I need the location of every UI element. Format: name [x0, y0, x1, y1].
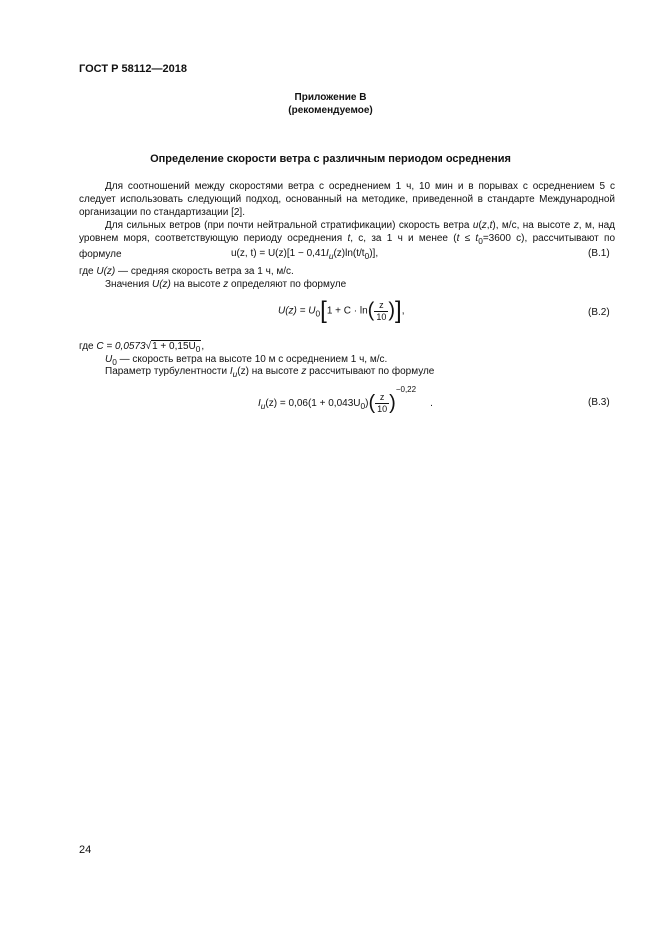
paragraph-approach: Для соотношений между скоростями ветра с осреднением 1 ч, 10 мин и в порывах с осреднением 5 с следует использовать следующий подход, основанный на методике, приведенной в стандарте Международной организации по стандартизации [2]. [79, 181, 615, 218]
u0-definition: $U_0$ — скорость ветра на высоте 10 м с осреднением 1 ч, м/с. [105, 354, 388, 367]
equation-number-b3: (В.3) [588, 397, 610, 408]
page-number: 24 [79, 844, 92, 856]
turbulence-line: Параметр турбулентности $I_u(z)$ на высоте z рассчитывают по формуле [105, 366, 435, 379]
where-c-definition: где $C = 0,0573√1 + 0,15U_0$, [79, 341, 205, 354]
values-line: Значения U(z) на высоте z определяют по формуле [105, 279, 347, 290]
equation-number-b1: (В.1) [588, 248, 610, 259]
standard-designation: ГОСТ Р 58112—2018 [79, 63, 187, 75]
annex-title: Приложение В [294, 92, 367, 103]
fraction-z-over-10: $\frac{z}{10}$ [376, 299, 387, 322]
section-title: Определение скорости ветра с различным периодом осреднения [150, 153, 511, 165]
annex-heading [0, 91, 661, 117]
paragraph-strong-winds: Для сильных ветров (при почти нейтральной стратификации) скорость ветра u(z,t), м/с, на высоте z, м, над уровнем моря, соответствующую периоду осреднения t, с, за 1 ч и менее ($t \le t_0=3600$ с), рассчитывают по формуле [79, 220, 616, 260]
equation-b1: u(z, $t) = U(z)[1 - 0,41I_u(z)\ln(t/t_0)]$, [231, 248, 379, 261]
equation-number-b2: (В.2) [588, 307, 610, 318]
annex-status: (рекомендуемое) [288, 105, 373, 116]
where-u-definition: где U(z) — средняя скорость ветра за 1 ч, м/с. [79, 266, 294, 277]
equation-b3: $I_u(z) = 0,06(1 + 0,043U_0)$( $\frac{z}{10}$ )$^{-0,22}$. [258, 385, 433, 414]
equation-b2: $U(z) = U_0[1 + C \cdot \ln$( $\frac{z}{10}$ )], [278, 297, 405, 324]
fraction-z-over-10-b3: $\frac{z}{10}$ [377, 391, 388, 414]
